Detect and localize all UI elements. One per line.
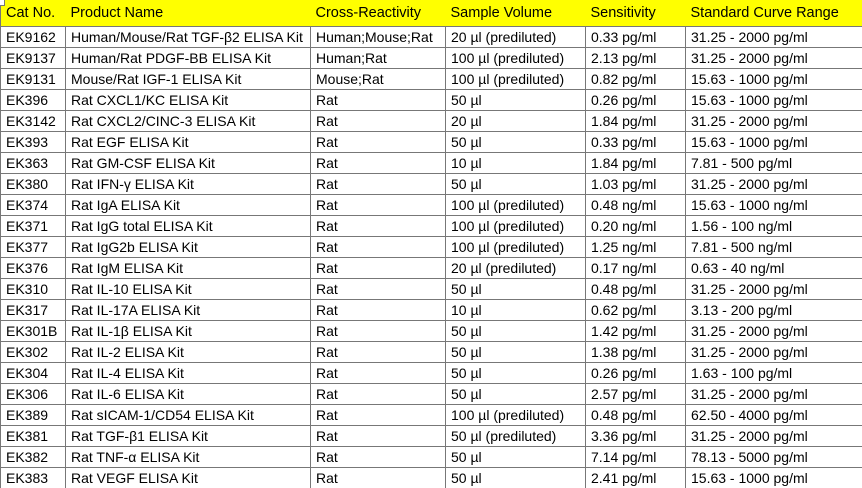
cell-sample-volume: 100 µl (prediluted) — [446, 48, 586, 69]
column-header-cat-no: Cat No. — [1, 0, 66, 27]
table-row — [1, 216, 862, 237]
cell-cat-no: EK310 — [1, 279, 66, 300]
cell-cat-no: EK381 — [1, 426, 66, 447]
cell-standard-curve-range: 31.25 - 2000 pg/ml — [686, 174, 862, 195]
cell-sensitivity: 1.42 pg/ml — [586, 321, 686, 342]
cell-sensitivity: 0.82 pg/ml — [586, 69, 686, 90]
table-row — [1, 468, 862, 488]
column-header-cross-reactivity: Cross-Reactivity — [311, 0, 446, 27]
cell-sensitivity: 0.20 ng/ml — [586, 216, 686, 237]
cell-cat-no: EK304 — [1, 363, 66, 384]
table-row — [1, 300, 862, 321]
table-row — [1, 258, 862, 279]
cell-standard-curve-range: 62.50 - 4000 pg/ml — [686, 405, 862, 426]
cell-product-name: Human/Mouse/Rat TGF-β2 ELISA Kit — [66, 27, 311, 48]
cell-sample-volume: 50 µl — [446, 279, 586, 300]
cell-cat-no: EK374 — [1, 195, 66, 216]
cell-product-name: Rat sICAM-1/CD54 ELISA Kit — [66, 405, 311, 426]
header-row — [1, 0, 862, 27]
cell-sensitivity: 1.03 pg/ml — [586, 174, 686, 195]
cell-cross-reactivity: Rat — [311, 174, 446, 195]
table-row — [1, 447, 862, 468]
cell-product-name: Rat IL-17A ELISA Kit — [66, 300, 311, 321]
table-row — [1, 405, 862, 426]
cell-cross-reactivity: Rat — [311, 363, 446, 384]
cell-cat-no: EK317 — [1, 300, 66, 321]
cell-sensitivity: 0.48 pg/ml — [586, 279, 686, 300]
table-row — [1, 237, 862, 258]
cell-sensitivity: 2.41 pg/ml — [586, 468, 686, 488]
cell-sensitivity: 0.62 pg/ml — [586, 300, 686, 321]
cell-product-name: Rat IgG total ELISA Kit — [66, 216, 311, 237]
cell-cross-reactivity: Rat — [311, 132, 446, 153]
cell-sample-volume: 10 µl — [446, 153, 586, 174]
column-header-sensitivity: Sensitivity — [586, 0, 686, 27]
table-row — [1, 69, 862, 90]
cell-sensitivity: 0.33 pg/ml — [586, 132, 686, 153]
cell-sensitivity: 0.26 pg/ml — [586, 363, 686, 384]
cell-product-name: Rat IgG2b ELISA Kit — [66, 237, 311, 258]
cell-cross-reactivity: Human;Rat — [311, 48, 446, 69]
column-header-sample-volume: Sample Volume — [446, 0, 586, 27]
cell-cross-reactivity: Rat — [311, 321, 446, 342]
cell-product-name: Human/Rat PDGF-BB ELISA Kit — [66, 48, 311, 69]
cell-sensitivity: 0.48 pg/ml — [586, 405, 686, 426]
cell-cross-reactivity: Rat — [311, 342, 446, 363]
cell-sample-volume: 20 µl (prediluted) — [446, 27, 586, 48]
cell-sample-volume: 100 µl (prediluted) — [446, 237, 586, 258]
cell-sensitivity: 2.57 pg/ml — [586, 384, 686, 405]
table-row — [1, 153, 862, 174]
cell-standard-curve-range: 7.81 - 500 ng/ml — [686, 237, 862, 258]
cell-cat-no: EK363 — [1, 153, 66, 174]
cell-product-name: Rat CXCL1/KC ELISA Kit — [66, 90, 311, 111]
cell-cat-no: EK306 — [1, 384, 66, 405]
cell-cross-reactivity: Rat — [311, 237, 446, 258]
cell-standard-curve-range: 1.56 - 100 ng/ml — [686, 216, 862, 237]
table-row — [1, 174, 862, 195]
table-body — [1, 27, 862, 488]
cell-sample-volume: 50 µl — [446, 447, 586, 468]
cell-sample-volume: 50 µl (prediluted) — [446, 426, 586, 447]
cell-cross-reactivity: Rat — [311, 258, 446, 279]
table-row — [1, 111, 862, 132]
cell-standard-curve-range: 3.13 - 200 pg/ml — [686, 300, 862, 321]
cell-product-name: Rat TNF-α ELISA Kit — [66, 447, 311, 468]
cell-standard-curve-range: 15.63 - 1000 ng/ml — [686, 195, 862, 216]
cell-sample-volume: 50 µl — [446, 321, 586, 342]
cell-sample-volume: 100 µl (prediluted) — [446, 69, 586, 90]
cell-cross-reactivity: Rat — [311, 426, 446, 447]
table-row — [1, 321, 862, 342]
cell-cat-no: EK301B — [1, 321, 66, 342]
cell-sample-volume: 50 µl — [446, 342, 586, 363]
table-row — [1, 363, 862, 384]
table-row — [1, 384, 862, 405]
table-row — [1, 426, 862, 447]
cell-standard-curve-range: 31.25 - 2000 pg/ml — [686, 279, 862, 300]
table-row — [1, 195, 862, 216]
column-header-standard-curve-range: Standard Curve Range — [686, 0, 862, 27]
cell-cat-no: EK9137 — [1, 48, 66, 69]
cell-cross-reactivity: Rat — [311, 300, 446, 321]
cell-product-name: Rat IgA ELISA Kit — [66, 195, 311, 216]
cell-sensitivity: 7.14 pg/ml — [586, 447, 686, 468]
cell-cross-reactivity: Rat — [311, 279, 446, 300]
cell-cross-reactivity: Rat — [311, 90, 446, 111]
cell-cross-reactivity: Rat — [311, 447, 446, 468]
table-row — [1, 342, 862, 363]
cell-product-name: Rat VEGF ELISA Kit — [66, 468, 311, 488]
cell-product-name: Rat IL-4 ELISA Kit — [66, 363, 311, 384]
cell-standard-curve-range: 31.25 - 2000 pg/ml — [686, 48, 862, 69]
cell-product-name: Rat IFN-γ ELISA Kit — [66, 174, 311, 195]
cell-standard-curve-range: 15.63 - 1000 pg/ml — [686, 132, 862, 153]
cell-sensitivity: 3.36 pg/ml — [586, 426, 686, 447]
cell-product-name: Rat GM-CSF ELISA Kit — [66, 153, 311, 174]
cell-product-name: Mouse/Rat IGF-1 ELISA Kit — [66, 69, 311, 90]
cell-sensitivity: 1.84 pg/ml — [586, 111, 686, 132]
cell-standard-curve-range: 31.25 - 2000 pg/ml — [686, 342, 862, 363]
cell-standard-curve-range: 31.25 - 2000 pg/ml — [686, 111, 862, 132]
cell-sample-volume: 50 µl — [446, 174, 586, 195]
cell-sample-volume: 10 µl — [446, 300, 586, 321]
cell-sample-volume: 50 µl — [446, 132, 586, 153]
cell-standard-curve-range: 31.25 - 2000 pg/ml — [686, 321, 862, 342]
cell-sensitivity: 0.33 pg/ml — [586, 27, 686, 48]
cell-product-name: Rat CXCL2/CINC-3 ELISA Kit — [66, 111, 311, 132]
cell-product-name: Rat EGF ELISA Kit — [66, 132, 311, 153]
cell-cat-no: EK371 — [1, 216, 66, 237]
cell-cat-no: EK396 — [1, 90, 66, 111]
cell-sample-volume: 100 µl (prediluted) — [446, 405, 586, 426]
cell-cat-no: EK9162 — [1, 27, 66, 48]
table-row — [1, 132, 862, 153]
cell-standard-curve-range: 78.13 - 5000 pg/ml — [686, 447, 862, 468]
cell-cross-reactivity: Human;Mouse;Rat — [311, 27, 446, 48]
cell-sensitivity: 1.38 pg/ml — [586, 342, 686, 363]
cell-cat-no: EK389 — [1, 405, 66, 426]
cell-product-name: Rat IgM ELISA Kit — [66, 258, 311, 279]
table-row — [1, 27, 862, 48]
cell-standard-curve-range: 15.63 - 1000 pg/ml — [686, 69, 862, 90]
cell-cross-reactivity: Mouse;Rat — [311, 69, 446, 90]
cell-standard-curve-range: 7.81 - 500 pg/ml — [686, 153, 862, 174]
cell-cat-no: EK380 — [1, 174, 66, 195]
cell-sample-volume: 50 µl — [446, 384, 586, 405]
cell-sample-volume: 20 µl — [446, 111, 586, 132]
cell-cross-reactivity: Rat — [311, 384, 446, 405]
cell-standard-curve-range: 31.25 - 2000 pg/ml — [686, 27, 862, 48]
cell-cat-no: EK302 — [1, 342, 66, 363]
cell-sample-volume: 50 µl — [446, 363, 586, 384]
cell-cat-no: EK9131 — [1, 69, 66, 90]
cell-sensitivity: 1.84 pg/ml — [586, 153, 686, 174]
cell-cross-reactivity: Rat — [311, 468, 446, 488]
cell-product-name: Rat IL-10 ELISA Kit — [66, 279, 311, 300]
cell-cross-reactivity: Rat — [311, 195, 446, 216]
cell-sensitivity: 1.25 ng/ml — [586, 237, 686, 258]
sheet-corner-notch — [0, 0, 5, 6]
cell-sample-volume: 50 µl — [446, 468, 586, 488]
table-row — [1, 90, 862, 111]
cell-product-name: Rat TGF-β1 ELISA Kit — [66, 426, 311, 447]
cell-standard-curve-range: 0.63 - 40 ng/ml — [686, 258, 862, 279]
cell-sensitivity: 0.48 ng/ml — [586, 195, 686, 216]
cell-cat-no: EK382 — [1, 447, 66, 468]
cell-cat-no: EK383 — [1, 468, 66, 488]
cell-product-name: Rat IL-1β ELISA Kit — [66, 321, 311, 342]
cell-cat-no: EK377 — [1, 237, 66, 258]
cell-sample-volume: 100 µl (prediluted) — [446, 216, 586, 237]
cell-standard-curve-range: 31.25 - 2000 pg/ml — [686, 384, 862, 405]
cell-cat-no: EK3142 — [1, 111, 66, 132]
cell-cross-reactivity: Rat — [311, 405, 446, 426]
cell-standard-curve-range: 15.63 - 1000 pg/ml — [686, 90, 862, 111]
cell-cat-no: EK393 — [1, 132, 66, 153]
cell-standard-curve-range: 15.63 - 1000 pg/ml — [686, 468, 862, 488]
table-row — [1, 279, 862, 300]
cell-standard-curve-range: 31.25 - 2000 pg/ml — [686, 426, 862, 447]
column-header-product-name: Product Name — [66, 0, 311, 27]
cell-sensitivity: 0.17 ng/ml — [586, 258, 686, 279]
cell-product-name: Rat IL-6 ELISA Kit — [66, 384, 311, 405]
table-row — [1, 48, 862, 69]
cell-sensitivity: 2.13 pg/ml — [586, 48, 686, 69]
cell-sample-volume: 20 µl (prediluted) — [446, 258, 586, 279]
cell-sample-volume: 100 µl (prediluted) — [446, 195, 586, 216]
cell-cross-reactivity: Rat — [311, 153, 446, 174]
cell-standard-curve-range: 1.63 - 100 pg/ml — [686, 363, 862, 384]
cell-cat-no: EK376 — [1, 258, 66, 279]
cell-product-name: Rat IL-2 ELISA Kit — [66, 342, 311, 363]
cell-cross-reactivity: Rat — [311, 111, 446, 132]
cell-sample-volume: 50 µl — [446, 90, 586, 111]
cell-sensitivity: 0.26 pg/ml — [586, 90, 686, 111]
cell-cross-reactivity: Rat — [311, 216, 446, 237]
